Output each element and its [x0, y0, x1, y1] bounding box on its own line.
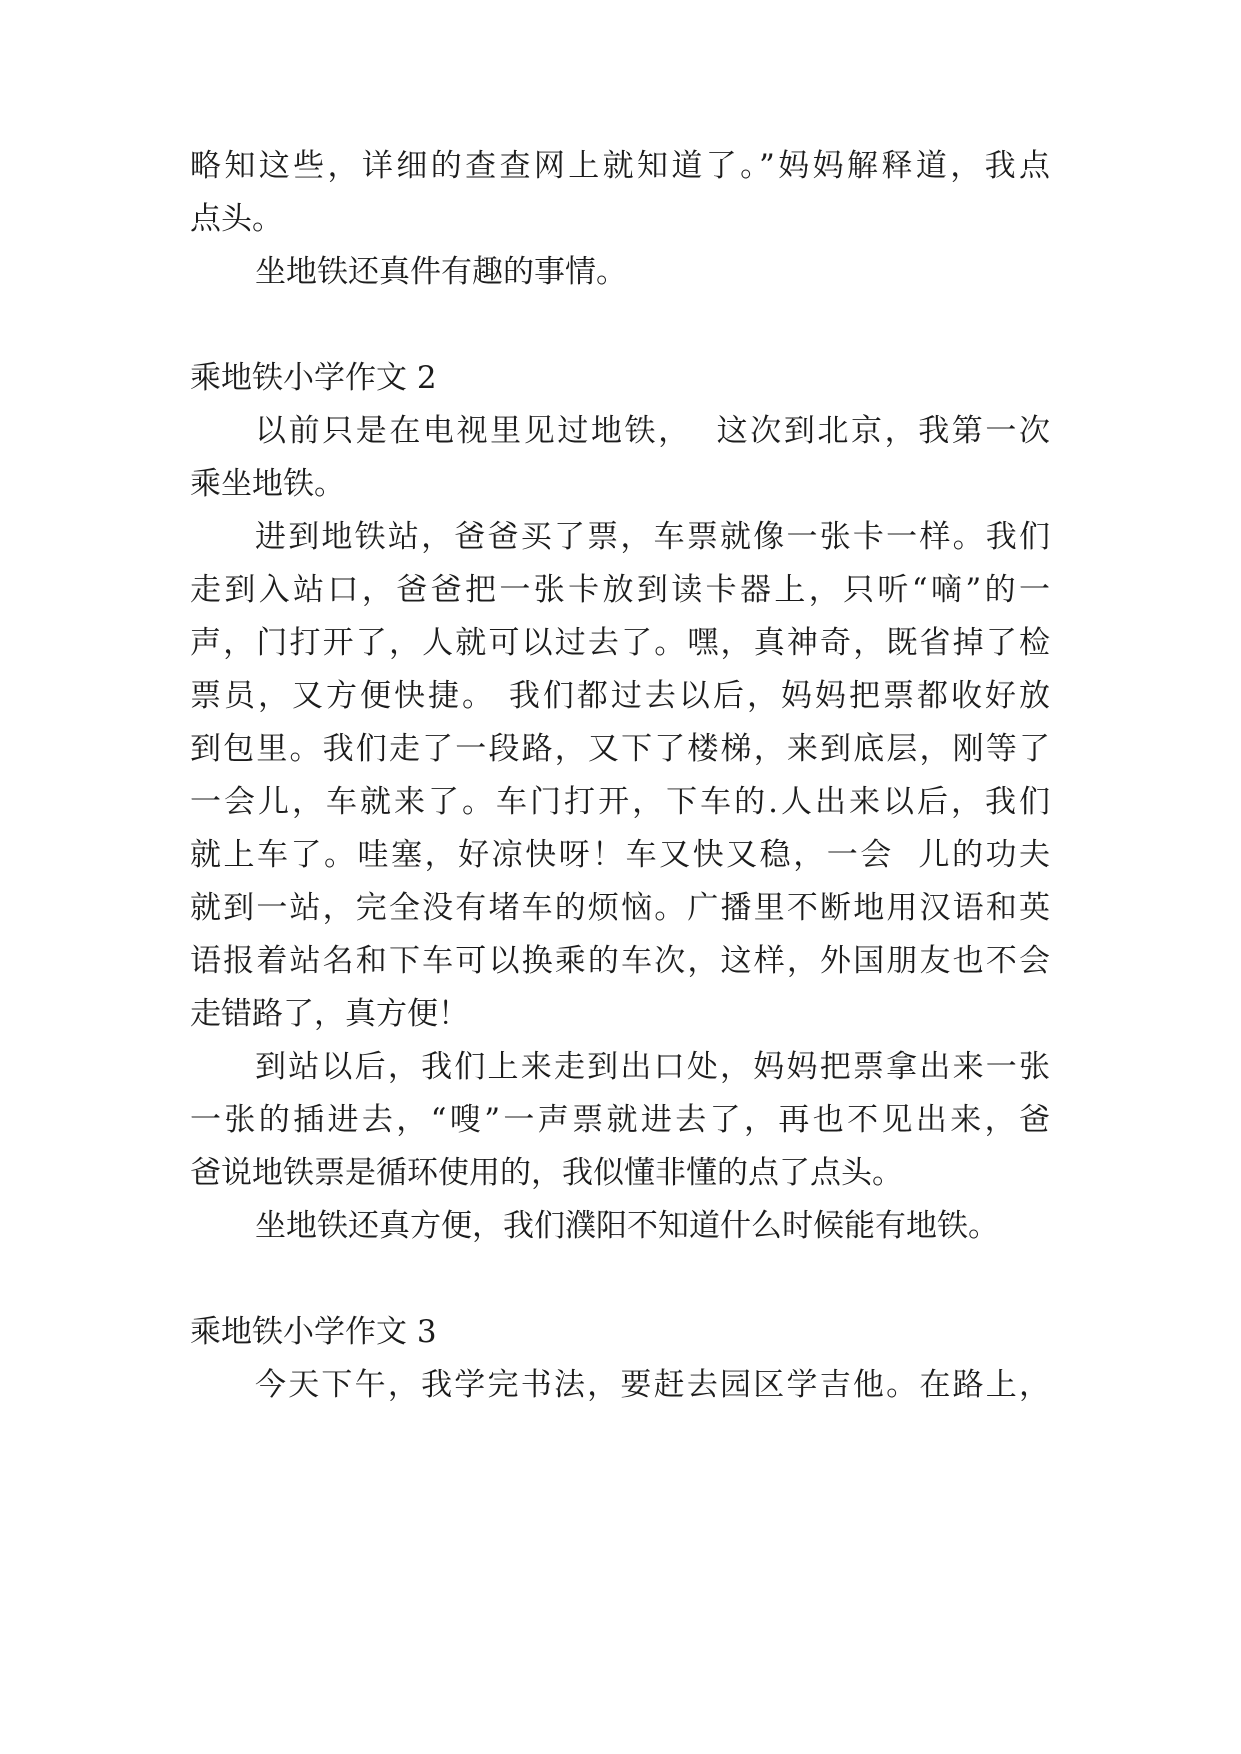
- intro-line-1: 略知这些，详细的查查网上就知道了。”妈妈解释道，我点: [190, 148, 1050, 184]
- essay2-p2-line-3: 声，门打开了，人就可以过去了。嘿，真神奇，既省掉了检: [190, 625, 1050, 661]
- essay2-p3-line-3: 爸说地铁票是循环使用的，我似懂非懂的点了点头。: [190, 1155, 903, 1191]
- essay2-p1-line-1: 以前只是在电视里见过地铁， 这次到北京，我第一次: [255, 413, 1050, 449]
- essay3-title: 乘地铁小学作文 3: [190, 1314, 437, 1350]
- essay2-p2-line-6: 一会儿，车就来了。车门打开，下车的.人出来以后，我们: [190, 784, 1050, 820]
- essay2-p4: 坐地铁还真方便，我们濮阳不知道什么时候能有地铁。: [255, 1208, 999, 1244]
- essay2-title: 乘地铁小学作文 2: [190, 360, 437, 396]
- essay2-p2-line-8: 就到一站，完全没有堵车的烦恼。广播里不断地用汉语和英: [190, 890, 1050, 926]
- essay2-p2-line-4: 票员，又方便快捷。 我们都过去以后，妈妈把票都收好放: [190, 678, 1050, 714]
- intro-closing: 坐地铁还真件有趣的事情。: [255, 254, 627, 290]
- essay2-p2-line-2: 走到入站口，爸爸把一张卡放到读卡器上，只听“嘀”的一: [190, 572, 1050, 608]
- essay2-p3-line-1: 到站以后，我们上来走到出口处，妈妈把票拿出来一张: [255, 1049, 1050, 1085]
- essay2-p2-line-9: 语报着站名和下车可以换乘的车次，这样，外国朋友也不会: [190, 943, 1050, 979]
- essay2-p1-line-2: 乘坐地铁。: [190, 466, 345, 502]
- essay2-p3-line-2: 一张的插进去，“嗖”一声票就进去了，再也不见出来，爸: [190, 1102, 1050, 1138]
- essay2-p2-line-1: 进到地铁站，爸爸买了票，车票就像一张卡一样。我们: [255, 519, 1050, 555]
- essay2-p2-line-10: 走错路了，真方便！: [190, 996, 469, 1032]
- essay3-p1-line-1: 今天下午，我学完书法，要赶去园区学吉他。在路上，: [255, 1367, 1050, 1403]
- intro-line-2: 点头。: [190, 201, 283, 237]
- essay2-p2-line-5: 到包里。我们走了一段路，又下了楼梯，来到底层，刚等了: [190, 731, 1050, 767]
- essay2-p2-line-7: 就上车了。哇塞，好凉快呀！车又快又稳，一会 儿的功夫: [190, 837, 1050, 873]
